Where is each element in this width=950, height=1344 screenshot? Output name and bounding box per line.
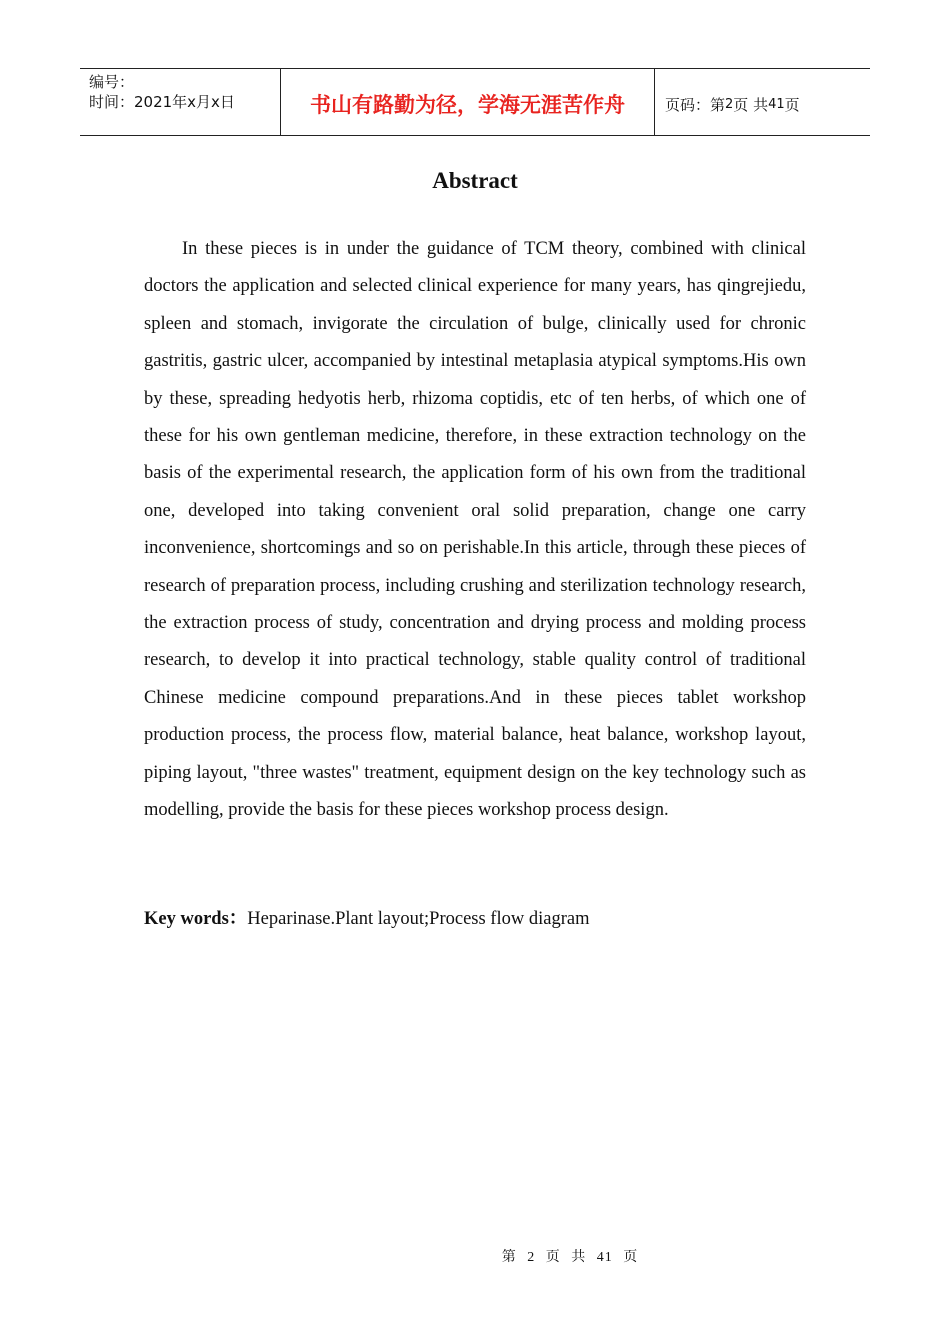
number-label: 编号： xyxy=(89,73,135,91)
page-title: Abstract xyxy=(432,168,518,193)
keywords-label: Key words： xyxy=(144,909,248,929)
footer-prefix: 第 xyxy=(501,1250,517,1265)
time-label: 时间：2021年x月x日 xyxy=(89,93,235,111)
page-label: 页码：第 xyxy=(665,95,726,114)
page-header xyxy=(80,68,870,136)
footer-current: 2 xyxy=(527,1250,536,1265)
page-end: 页 xyxy=(784,95,800,114)
keywords-text: Heparinase.Plant layout;Process flow diagram xyxy=(247,909,590,929)
footer-mid2: 共 xyxy=(571,1250,587,1265)
header-motto xyxy=(281,69,655,135)
abstract-body: In these pieces is in under the guidance of TCM theory, combined with clinical doctors the application and selected clinical experience for many years, has qingrejiedu, spleen and stomach, invigorate the circulation of bulge, clinically used for chronic gastritis, gastric ulcer, accompanied by intestinal metaplasia atypical symptoms.His own by these, spreading hedyotis herb, rhizoma coptidis, etc of ten herbs, of which one of these for his own gentleman medicine, therefore, in these extraction technology on the basis of the experimental research, the application form of his own from the traditional one, developed into taking convenient oral solid preparation, change one carry inconvenience, shortcomings and so on perishable.In this article, through these pieces of research of preparation process, including crushing and sterilization technology research, the extraction process of study, concentration and drying process and molding process research, to develop it into practical technology, stable quality control of traditional Chinese medicine compound preparations.And in these pieces tablet workshop production process, the process flow, material balance, heat balance, workshop layout, piping layout, "three wastes" treatment, equipment design on the key technology such as modelling, provide the basis for these pieces workshop process design. xyxy=(144,239,806,821)
header-meta xyxy=(80,69,281,135)
footer-mid1: 页 xyxy=(545,1250,561,1265)
keywords-line xyxy=(144,903,806,935)
page-current: 2 xyxy=(725,96,734,112)
header-page-info xyxy=(655,69,870,135)
footer-total: 41 xyxy=(596,1250,613,1265)
footer-suffix: 页 xyxy=(623,1250,639,1265)
page-footer xyxy=(0,1246,950,1266)
page-total: 41 xyxy=(768,96,785,112)
page-mid: 页 共 xyxy=(733,95,769,114)
motto-text: 书山有路勤为径，学海无涯苦作舟 xyxy=(310,93,625,117)
